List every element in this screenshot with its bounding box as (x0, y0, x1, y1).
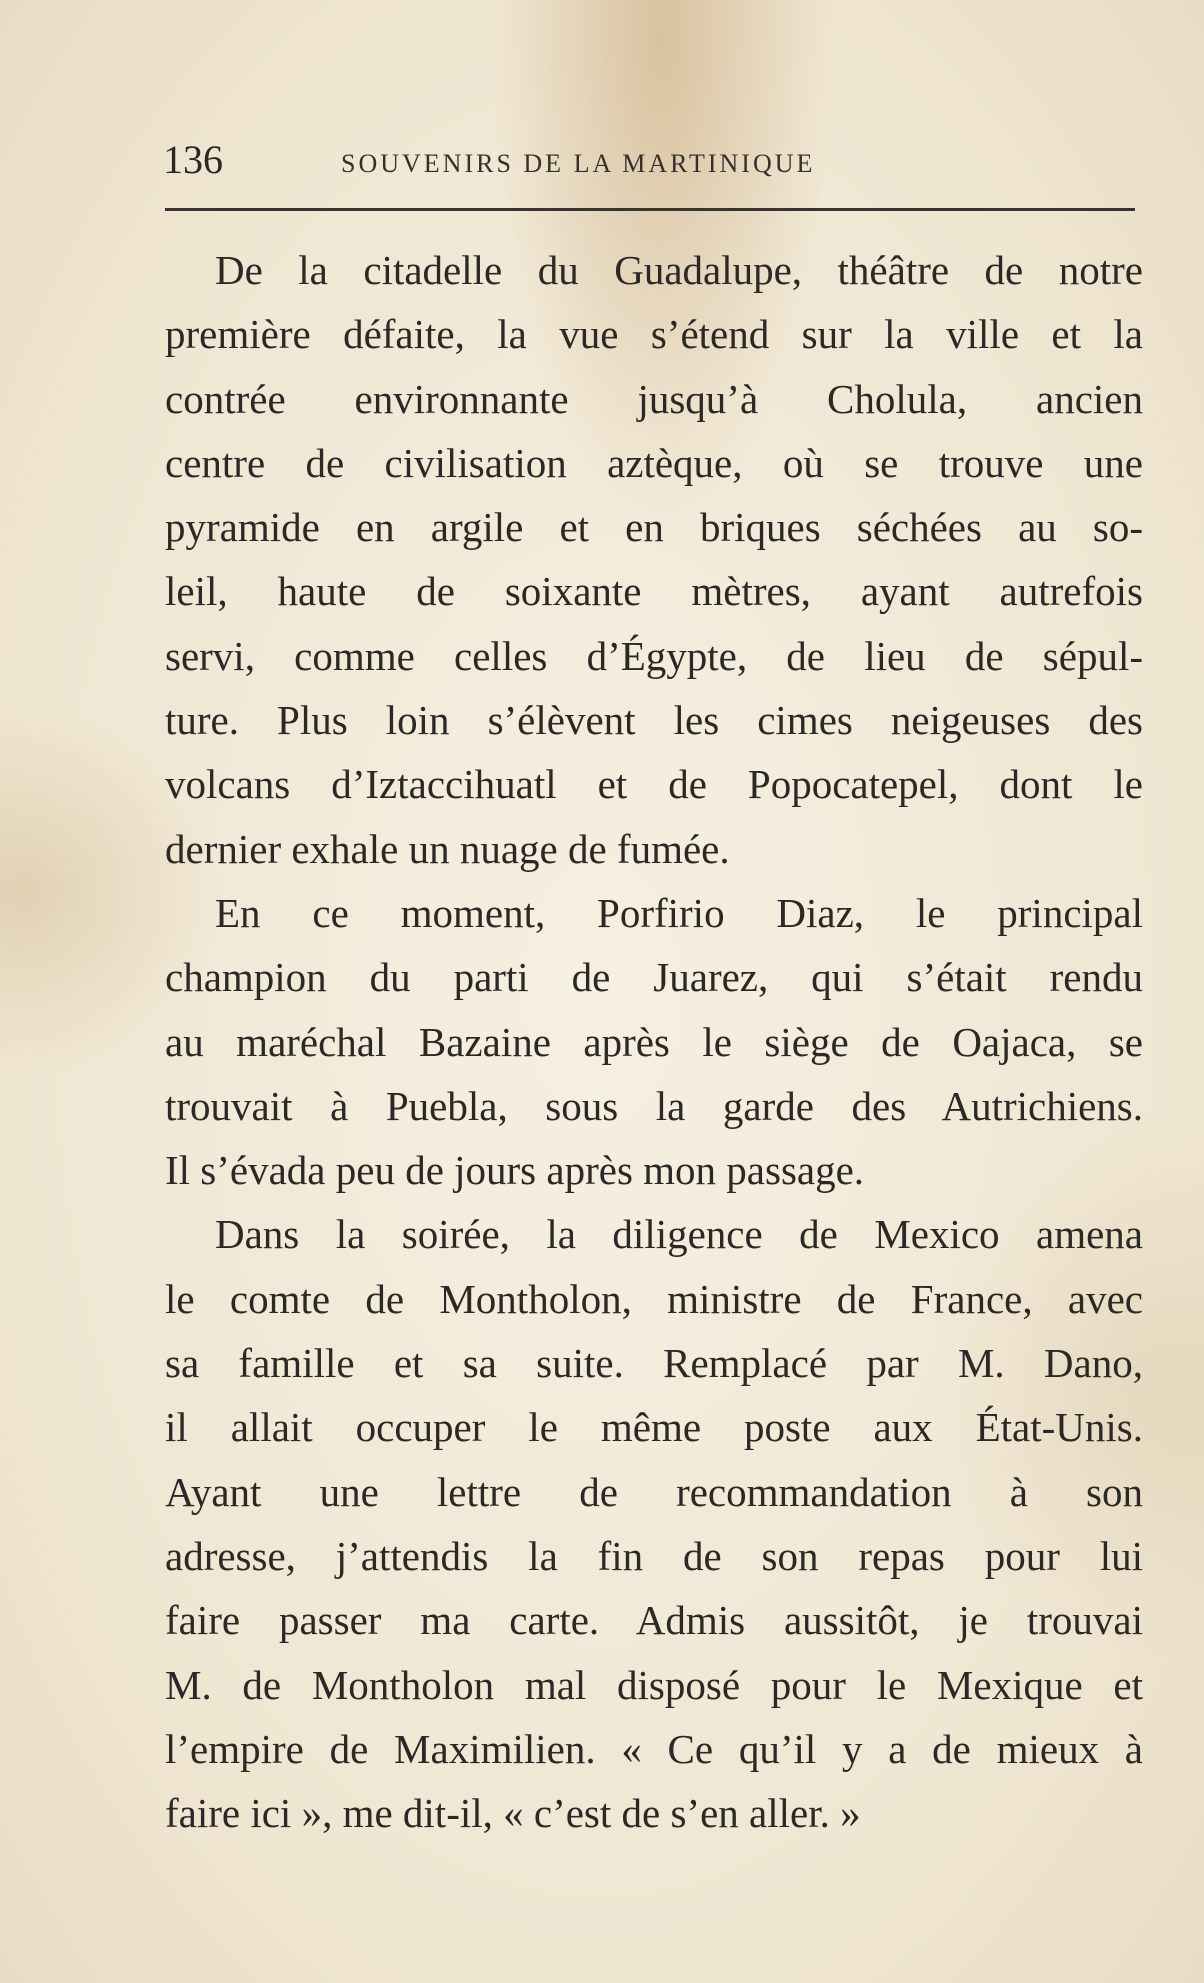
text-line: adresse, j’attendis la fin de son repas pour lui (165, 1532, 1143, 1579)
text-line: pyramide en argile et en briques séchées au so- (165, 504, 1143, 551)
text-line: il allait occuper le même poste aux État-Unis. (165, 1404, 1143, 1451)
text-line: trouvait à Puebla, sous la garde des Autrichiens. (165, 1082, 1143, 1129)
text-line: au maréchal Bazaine après le siège de Oajaca, se (165, 1018, 1143, 1065)
text-line: Il s’évada peu de jours après mon passage. (165, 1147, 865, 1194)
text-line: En ce moment, Porfirio Diaz, le principal (215, 889, 1143, 936)
text-line: centre de civilisation aztèque, où se trouve une (165, 439, 1143, 486)
running-title: SOUVENIRS DE LA MARTINIQUE (341, 149, 816, 178)
body-text (165, 238, 1143, 1845)
text-line: le comte de Montholon, ministre de France, avec (165, 1275, 1143, 1322)
text-line: volcans d’Iztaccihuatl et de Popocatepel, dont le (165, 761, 1143, 808)
text-line: l’empire de Maximilien. « Ce qu’il y a de mieux à (165, 1725, 1143, 1772)
header-rule (165, 208, 1135, 211)
text-line: faire passer ma carte. Admis aussitôt, je trouvai (165, 1597, 1143, 1644)
text-line: contrée environnante jusqu’à Cholula, ancien (165, 375, 1143, 422)
text-line: ture. Plus loin s’élèvent les cimes neigeuses des (165, 697, 1143, 744)
text-line: Ayant une lettre de recommandation à son (165, 1468, 1143, 1515)
text-line: Dans la soirée, la diligence de Mexico amena (215, 1211, 1143, 1258)
text-line: première défaite, la vue s’étend sur la ville et la (165, 311, 1143, 358)
text-line: servi, comme celles d’Égypte, de lieu de sépul- (165, 632, 1143, 679)
text-line: dernier exhale un nuage de fumée. (165, 825, 730, 872)
text-line: faire ici », me dit-il, « c’est de s’en aller. » (165, 1790, 861, 1837)
text-line: sa famille et sa suite. Remplacé par M. Dano, (165, 1340, 1143, 1387)
page-header (163, 130, 1138, 190)
text-line: champion du parti de Juarez, qui s’était rendu (165, 954, 1143, 1001)
text-line: M. de Montholon mal disposé pour le Mexique et (165, 1661, 1143, 1708)
page-number: 136 (163, 137, 223, 182)
text-line: De la citadelle du Guadalupe, théâtre de notre (215, 247, 1143, 293)
text-line: leil, haute de soixante mètres, ayant autrefois (165, 568, 1143, 615)
